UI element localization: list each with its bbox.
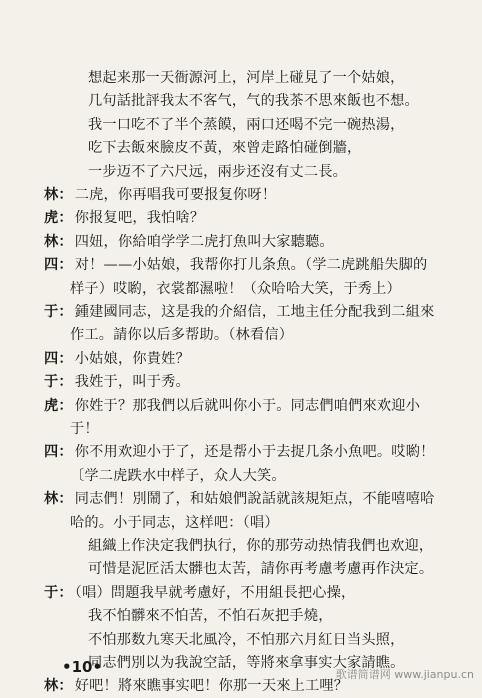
line-text: 一步迈不了六尺远，兩步还沒有丈二長。 [88, 163, 347, 180]
text-line [88, 557, 460, 581]
speaker-label: 四： [44, 350, 73, 367]
text-line [70, 464, 460, 488]
line-text: 好吧！將來瞧事实吧！你那一天來上工哩？ [74, 678, 349, 695]
line-text: 鍾建國同志，这是我的介紹信，工地主任分配我到二組來 [74, 304, 435, 320]
line-text: 几句話批評我太不客气，气的我茶不思來飯也不想。 [88, 93, 419, 110]
text-line [88, 534, 460, 558]
line-text: 我不怕髒來不怕苦，不怕石灰把手燒， [88, 608, 333, 625]
site-watermark: 歌谱简谱网 www.jianpu.cn [335, 668, 474, 681]
text-line [44, 230, 460, 254]
line-text: 你姓于？那我們以后就叫你小于。同志們咱們來欢迎小 [74, 397, 421, 414]
line-text: 我一口吃不了半个蒸饃，兩口还喝不完一碗热湯， [88, 116, 405, 133]
speaker-label: 林： [44, 233, 73, 250]
line-text: 样子）哎喲，衣裳都濕啦！（众哈哈大笑，于秀上） [70, 280, 401, 297]
speaker-label: 四： [44, 444, 73, 461]
line-text: 小姑娘，你貴姓？ [74, 350, 190, 367]
line-text: 你报复吧，我怕啥？ [74, 210, 205, 227]
text-line [44, 487, 460, 511]
line-text: 二虎，你再唱我可要报复你呀！ [74, 187, 277, 203]
speaker-label: 虎： [44, 210, 73, 227]
speaker-label: 于： [44, 374, 73, 391]
line-text: 你不用欢迎小于了，还是帮小于去捉几条小魚吧。哎喲！ [74, 444, 435, 461]
text-line [44, 183, 460, 207]
line-text: 同志們！別鬧了，和姑娘們說話就該規矩点，不能嘻嘻哈 [74, 491, 435, 508]
line-text: 組織上作決定我們执行，你的那劳动热情我們也欢迎， [88, 538, 434, 554]
text-line [88, 160, 460, 184]
line-text: 同志們別以为我說空話，等將來拿事实大家請瞧。 [88, 655, 405, 671]
text-line [88, 89, 460, 113]
text-line [88, 66, 460, 90]
line-text: 对！——小姑娘，我帮你打儿条魚。（学二虎跳船失脚的 [74, 257, 428, 274]
text-line [44, 370, 460, 394]
text-line [44, 440, 460, 464]
speaker-label: 林： [44, 187, 73, 203]
text-line [44, 581, 460, 605]
line-text: （唱）問題我早就考慮好，不用組長把心操， [74, 584, 356, 601]
speaker-label: 于： [44, 584, 73, 601]
speaker-label: 林： [44, 678, 73, 695]
line-text: 四妞，你給咱学学二虎打魚叫大家聽聽。 [74, 233, 334, 250]
text-line [70, 417, 460, 441]
line-text: 我姓于，叫于秀。 [74, 374, 190, 391]
line-text: 吃下去飯來臉皮不黃，來曾走路怕碰倒牆， [88, 140, 362, 157]
line-text: 哈的。小于同志，这样吧：（唱） [70, 514, 279, 531]
text-line [88, 628, 460, 652]
text-line [88, 113, 460, 137]
text-line [44, 253, 460, 277]
speaker-label: 四： [44, 257, 73, 274]
text-line [88, 604, 460, 628]
page-number: •10• [62, 658, 103, 676]
text-line [70, 277, 460, 301]
speaker-label: 于： [44, 304, 73, 320]
speaker-label: 虎： [44, 397, 73, 414]
text-line [44, 347, 460, 371]
line-text: 可惜是泥匠活太髒也太苦，請你再考慮考慮再作決定。 [88, 561, 434, 578]
text-line [44, 300, 460, 324]
text-line [70, 323, 460, 347]
text-line [44, 206, 460, 230]
line-text: 作工。請你以后多帮助。（林看信） [70, 327, 294, 344]
text-line [88, 136, 460, 160]
line-text: 〔学二虎跌水中样子，众人大笑。 [70, 467, 286, 484]
text-line [70, 511, 460, 535]
line-text: 于！ [70, 421, 99, 437]
speaker-label: 林： [44, 491, 73, 508]
line-text: 不怕那数九寒天北風冷，不怕那六月紅日当头照， [88, 631, 405, 648]
line-text: 想起来那一天衙源河上，河岸上碰見了一个姑娘， [88, 70, 405, 86]
text-line [44, 394, 460, 418]
